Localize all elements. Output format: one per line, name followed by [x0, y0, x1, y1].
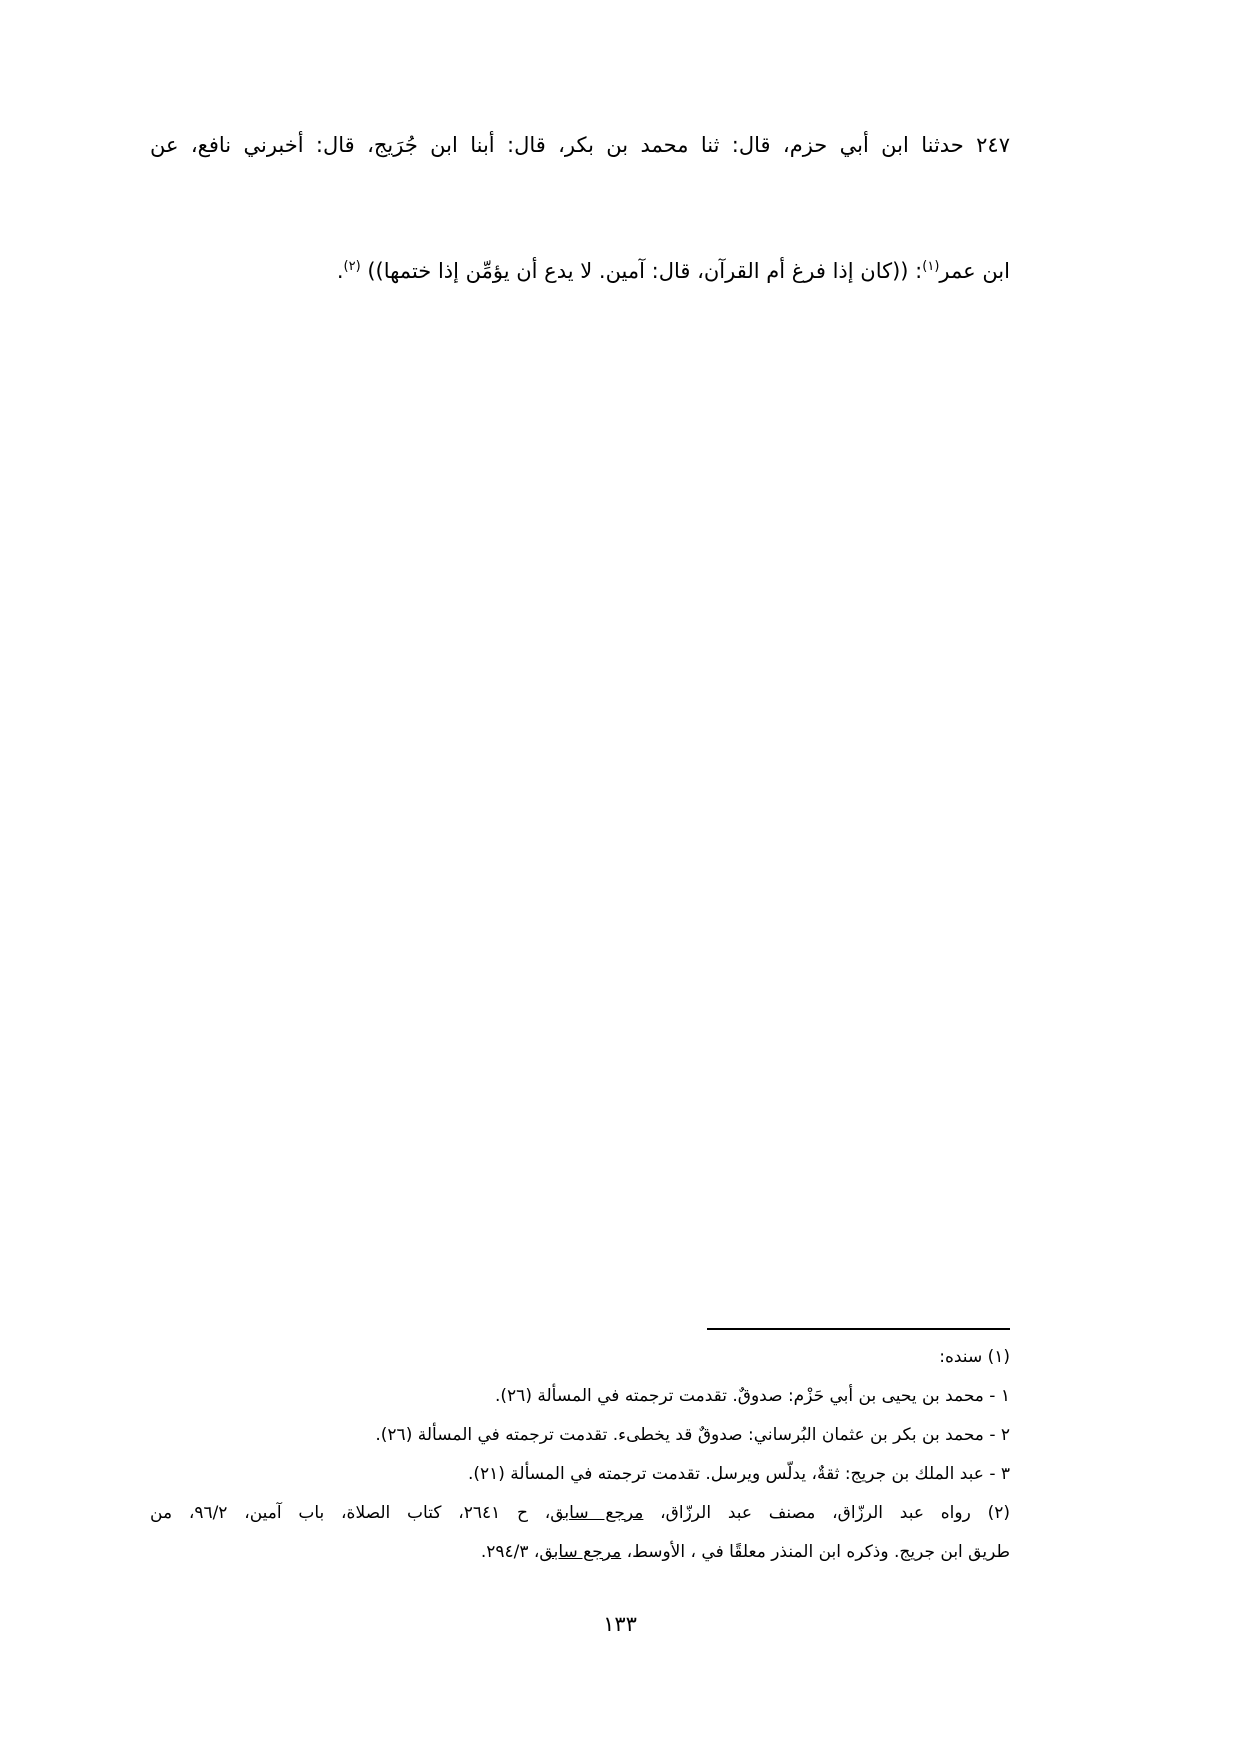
- footnote-2-line-1-text-b: ، ح ٢٦٤١، كتاب الصلاة، باب آمين، ٩٦/٢، من: [150, 1503, 551, 1523]
- footnote-ref-2[interactable]: (٢): [343, 259, 361, 274]
- page-number: ١٣٣: [603, 1612, 637, 1636]
- footnote-1-item-1: ١ - محمد بن يحيى بن أبي حَزْم: صدوقٌ. تقدمت ترجمته في المسألة (٢٦).: [495, 1386, 1010, 1406]
- footnote-1-item-3: ٣ - عبد الملك بن جريج: ثقةٌ، يدلّس ويرسل. تقدمت ترجمته في المسألة (٢١).: [467, 1464, 1010, 1484]
- footnote-2-ref-link-1[interactable]: مرجع سابق: [550, 1503, 644, 1523]
- hadith-line-2-start: ابن عمر: [939, 259, 1010, 283]
- hadith-line-2-text: : ((كان إذا فرغ أم القرآن، قال: آمين. لا يدع أن يؤمِّن إذا ختمها)): [360, 259, 923, 283]
- hadith-line-2-end: .: [336, 259, 344, 283]
- footnote-2-line-2: [150, 1539, 1010, 1565]
- footnote-separator: [707, 1328, 1010, 1330]
- footnote-2-line-1-text-a: (٢) رواه عبد الرزّاق، مصنف عبد الرزّاق،: [643, 1503, 1011, 1523]
- footnote-2-ref-link-2[interactable]: مرجع سابق: [539, 1542, 622, 1562]
- footnote-1-item-2: ٢ - محمد بن بكر بن عثمان البُرساني: صدوقٌ قد يخطىء. تقدمت ترجمته في المسألة (٢٦).: [375, 1425, 1010, 1445]
- footnote-2-line-1: [150, 1500, 1010, 1526]
- hadith-line-2: [150, 256, 1010, 286]
- footnote-2-line-2-text-b: ، ٢٩٤/٣.: [480, 1542, 540, 1562]
- hadith-line-1: ٢٤٧ حدثنا ابن أبي حزم، قال: ثنا محمد بن بكر، قال: أبنا ابن جُرَيج، قال: أخبرني نافع، عن: [150, 133, 1010, 157]
- footnote-2-line-2-text-a: طريق ابن جريج. وذكره ابن المنذر معلقًا في ، الأوسط،: [621, 1542, 1010, 1562]
- footnote-ref-1[interactable]: (١): [922, 259, 940, 274]
- footnote-1-heading: (١) سنده:: [939, 1347, 1010, 1367]
